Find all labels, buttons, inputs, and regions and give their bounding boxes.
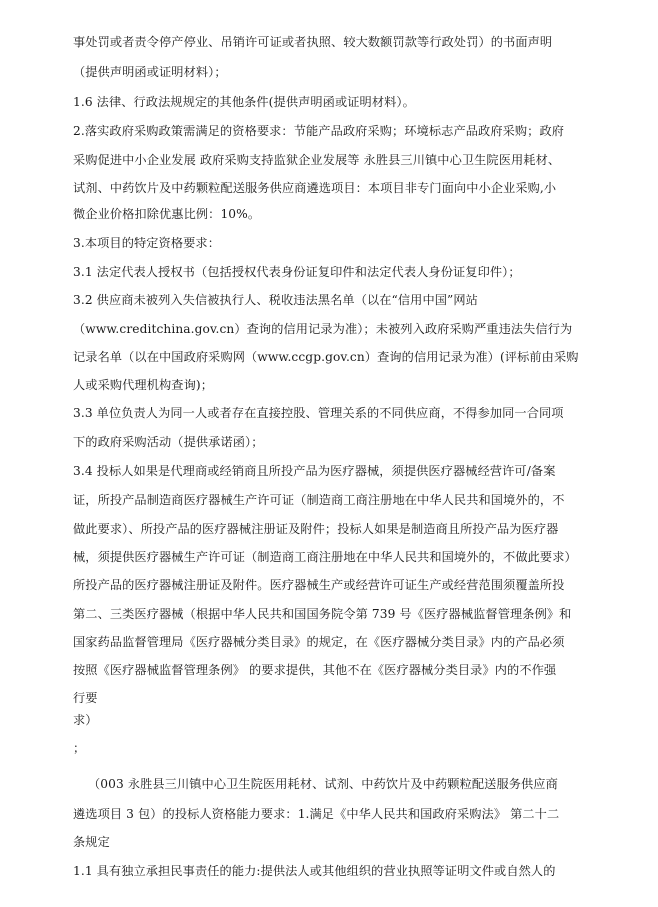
text-line: 人或采购代理机构查询)；	[73, 378, 214, 392]
text-line: （提供声明函或证明材料）；	[73, 65, 227, 79]
text-line: 第二、三类医疗器械（根据中华人民共和国国务院令第 739 号《医疗器械监督管理条例》和	[73, 607, 572, 621]
text-line: （www.creditchina.gov.cn）查询的信用记录为准）；未被列入政府采购严重违法失信行为	[73, 322, 573, 336]
text-line: 下的政府采购活动（提供承诺函）；	[73, 435, 264, 449]
text-line: 采购促进中小企业发展 政府采购支持监狱企业发展等 永胜县三川镇中心卫生院医用耗材、	[73, 153, 561, 167]
text-line: 做此要求）、所投产品的医疗器械注册证及附件；投标人如果是制造商且所投产品为医疗器	[73, 522, 559, 536]
text-line: 3.3 单位负责人为同一人或者存在直接控股、管理关系的不同供应商，不得参加同一合同项	[73, 406, 564, 420]
text-line: 3.1 法定代表人授权书（包括授权代表身份证复印件和法定代表人身份证复印件）；	[73, 265, 521, 279]
text-line: 证，所投产品制造商医疗器械生产许可证（制造商工商注册地在中华人民共和国境外的，不	[73, 493, 565, 507]
text-line: 2.落实政府采购政策需满足的资格要求：节能产品政府采购；环境标志产品政府采购；政府	[73, 124, 565, 138]
text-line: 国家药品监督管理局《医疗器械分类目录》的规定，在《医疗器械分类目录》内的产品必须	[73, 635, 565, 649]
text-line: 遴选项目 3 包）的投标人资格能力要求：1.满足《中华人民共和国政府采购法》 第二十二	[73, 807, 560, 821]
text-line: 行要	[73, 691, 98, 705]
text-line: 1.1 具有独立承担民事责任的能力:提供法人或其他组织的营业执照等证明文件或自然人的	[73, 864, 556, 878]
text-line: 所投产品的医疗器械注册证及附件。医疗器械生产或经营许可证生产或经营范围须覆盖所投	[73, 578, 565, 592]
text-line: 试剂、中药饮片及中药颗粒配送服务供应商遴选项目：本项目非专门面向中小企业采购,小	[73, 181, 557, 195]
text-line: 微企业价格扣除优惠比例：10%。	[73, 207, 261, 221]
text-line: 1.6 法律、行政法规规定的其他条件(提供声明函或证明材料）。	[73, 95, 415, 109]
text-line: 械，须提供医疗器械生产许可证（制造商工商注册地在中华人民共和国境外的，不做此要求）	[73, 550, 577, 564]
text-line: ；	[73, 741, 86, 755]
text-line: 记录名单（以在中国政府采购网（www.ccgp.gov.cn）查询的信用记录为准）(评标前由采购	[73, 350, 579, 364]
text-line: 条规定	[73, 835, 110, 849]
text-line: 求）	[73, 713, 98, 727]
text-line: 事处罚或者责令停产停业、吊销许可证或者执照、较大数额罚款等行政处罚）的书面声明	[73, 35, 553, 49]
text-line: （003 永胜县三川镇中心卫生院医用耗材、试剂、中药饮片及中药颗粒配送服务供应商	[88, 777, 558, 791]
text-line: 按照《医疗器械监督管理条例》 的要求提供，其他不在《医疗器械分类目录》内的不作强	[73, 663, 557, 677]
text-line: 3.4 投标人如果是代理商或经销商且所投产品为医疗器械，须提供医疗器械经营许可/备案	[73, 464, 556, 478]
text-line: 3.2 供应商未被列入失信被执行人、税收违法黑名单（以在“信用中国”网站	[73, 293, 478, 307]
text-line: 3.本项目的特定资格要求：	[73, 236, 220, 250]
